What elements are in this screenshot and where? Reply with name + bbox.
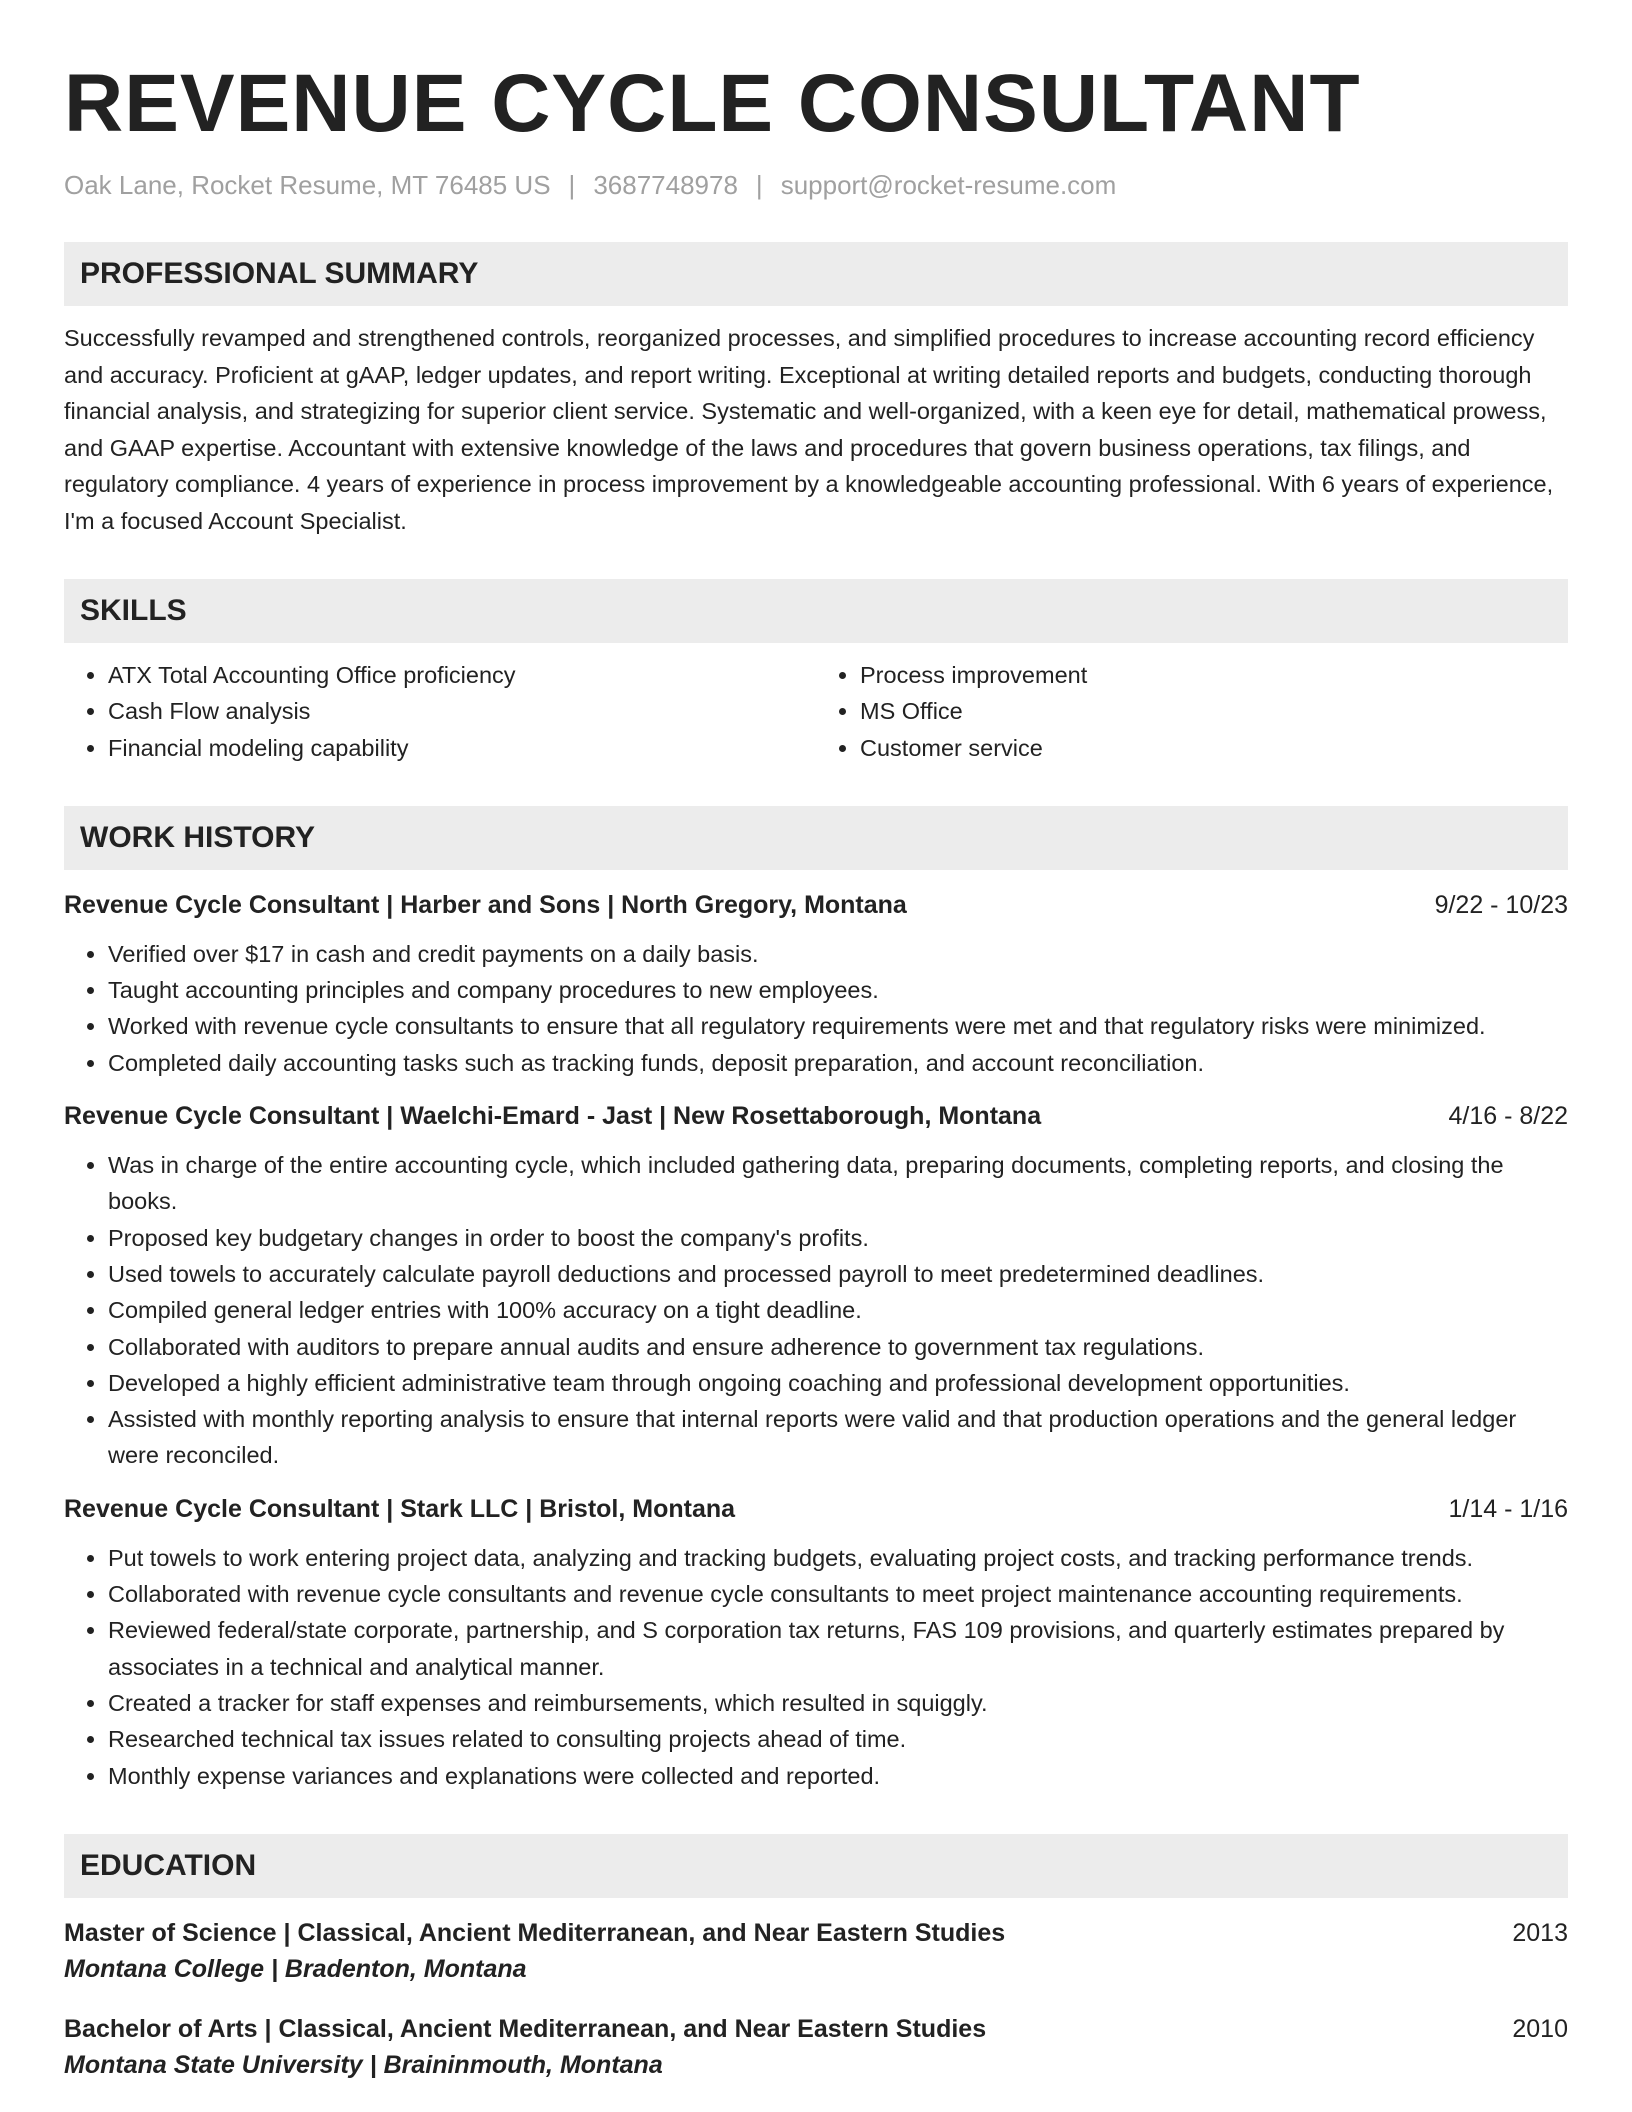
- job-title: Revenue Cycle Consultant | Waelchi-Emard - Jast | New Rosettaborough, Montana: [64, 1102, 1042, 1131]
- job-bullets: [64, 1540, 1568, 1794]
- contact-separator: |: [755, 170, 763, 200]
- education-entry: [64, 2012, 1568, 2084]
- education-school: Montana State University | Braininmouth, Montana: [64, 2050, 663, 2079]
- job-bullet: • Was in charge of the entire accounting cycle, which included gathering data, preparing documents, completing reports, and closing the books.: [108, 1147, 1568, 1220]
- section-heading-summary: PROFESSIONAL SUMMARY: [64, 242, 1568, 306]
- section-heading-education: EDUCATION: [64, 1834, 1568, 1898]
- job-entry: [64, 888, 1568, 1081]
- job-bullet: • Created a tracker for staff expenses and reimbursements, which resulted in squiggly.: [108, 1685, 1568, 1721]
- skill-item: • MS Office: [860, 693, 1568, 729]
- job-header: [64, 888, 1568, 922]
- job-bullet: • Monthly expense variances and explanations were collected and reported.: [108, 1758, 1568, 1794]
- contact-phone: 3687748978: [593, 170, 738, 200]
- skills-list: [64, 657, 1568, 766]
- job-title: Revenue Cycle Consultant | Harber and Sons | North Gregory, Montana: [64, 890, 907, 919]
- contact-email[interactable]: support@rocket-resume.com: [780, 170, 1117, 200]
- job-bullet: • Put towels to work entering project data, analyzing and tracking budgets, evaluating project costs, and tracking performance trends.: [108, 1540, 1568, 1576]
- education-entry: [64, 1916, 1568, 1988]
- job-bullet: • Collaborated with auditors to prepare annual audits and ensure adherence to government tax regulations.: [108, 1329, 1568, 1365]
- section-heading-skills: SKILLS: [64, 579, 1568, 643]
- education-header: [64, 1916, 1568, 1950]
- job-dates: 9/22 - 10/23: [1434, 890, 1568, 919]
- job-header: [64, 1492, 1568, 1526]
- education-degree: Master of Science | Classical, Ancient Mediterranean, and Near Eastern Studies: [64, 1918, 1006, 1947]
- job-entry: [64, 1492, 1568, 1794]
- candidate-name: REVENUE CYCLE CONSULTANT: [64, 58, 1361, 149]
- job-bullet: • Worked with revenue cycle consultants to ensure that all regulatory requirements were met and that regulatory risks were minimized.: [108, 1008, 1568, 1044]
- job-bullets: [64, 936, 1568, 1081]
- skills-column-right: [816, 657, 1568, 766]
- skill-item: • Customer service: [860, 730, 1568, 766]
- job-dates: 4/16 - 8/22: [1448, 1102, 1568, 1131]
- job-bullet: • Collaborated with revenue cycle consultants and revenue cycle consultants to meet project maintenance accounting requirements.: [108, 1576, 1568, 1612]
- job-bullet: • Taught accounting principles and company procedures to new employees.: [108, 972, 1568, 1008]
- job-bullet: • Verified over $17 in cash and credit payments on a daily basis.: [108, 936, 1568, 972]
- skill-item: • Process improvement: [860, 657, 1568, 693]
- job-title: Revenue Cycle Consultant | Stark LLC | Bristol, Montana: [64, 1494, 736, 1523]
- education-degree: Bachelor of Arts | Classical, Ancient Mediterranean, and Near Eastern Studies: [64, 2014, 987, 2043]
- education-year: 2013: [1512, 1918, 1568, 1947]
- skill-item: • Cash Flow analysis: [108, 693, 816, 729]
- skill-item: • Financial modeling capability: [108, 730, 816, 766]
- job-bullet: • Developed a highly efficient administrative team through ongoing coaching and professional development opportunities.: [108, 1365, 1568, 1401]
- education-school: Montana College | Bradenton, Montana: [64, 1954, 527, 1983]
- job-bullet: • Proposed key budgetary changes in order to boost the company's profits.: [108, 1220, 1568, 1256]
- job-dates: 1/14 - 1/16: [1448, 1494, 1568, 1523]
- contact-line: [64, 168, 1568, 202]
- skills-column-left: [64, 657, 816, 766]
- skill-item: • ATX Total Accounting Office proficiency: [108, 657, 816, 693]
- job-bullet: • Researched technical tax issues related to consulting projects ahead of time.: [108, 1721, 1568, 1757]
- job-bullets: [64, 1147, 1568, 1474]
- contact-separator: |: [568, 170, 576, 200]
- job-entry: [64, 1099, 1568, 1474]
- summary-text: Successfully revamped and strengthened controls, reorganized processes, and simplified procedures to increase accounting record efficiency and accuracy. Proficient at gAAP, ledger updates, and report writing. Exceptional at writing detailed reports and budgets, conducting thorough financial analysis, and strategizing for superior client service. Systematic and well-organized, with a keen eye for detail, mathematical prowess, and GAAP expertise. Accountant with extensive knowledge of the laws and procedures that govern business operations, tax filings, and regulatory compliance. 4 years of experience in process improvement by a knowledgeable accounting professional. With 6 years of experience, I'm a focused Account Specialist.: [64, 325, 1554, 534]
- job-bullet: • Compiled general ledger entries with 100% accuracy on a tight deadline.: [108, 1292, 1568, 1328]
- section-heading-work-history: WORK HISTORY: [64, 806, 1568, 870]
- education-header: [64, 2012, 1568, 2046]
- contact-address: Oak Lane, Rocket Resume, MT 76485 US: [64, 170, 551, 200]
- job-header: [64, 1099, 1568, 1133]
- job-bullet: • Reviewed federal/state corporate, partnership, and S corporation tax returns, FAS 109 provisions, and quarterly estimates prepared by associates in a technical and analytical manner.: [108, 1612, 1568, 1685]
- education-year: 2010: [1512, 2014, 1568, 2043]
- job-bullet: • Used towels to accurately calculate payroll deductions and processed payroll to meet predetermined deadlines.: [108, 1256, 1568, 1292]
- job-bullet: • Assisted with monthly reporting analysis to ensure that internal reports were valid and that production operations and the general ledger were reconciled.: [108, 1401, 1568, 1474]
- job-bullet: • Completed daily accounting tasks such as tracking funds, deposit preparation, and account reconciliation.: [108, 1045, 1568, 1081]
